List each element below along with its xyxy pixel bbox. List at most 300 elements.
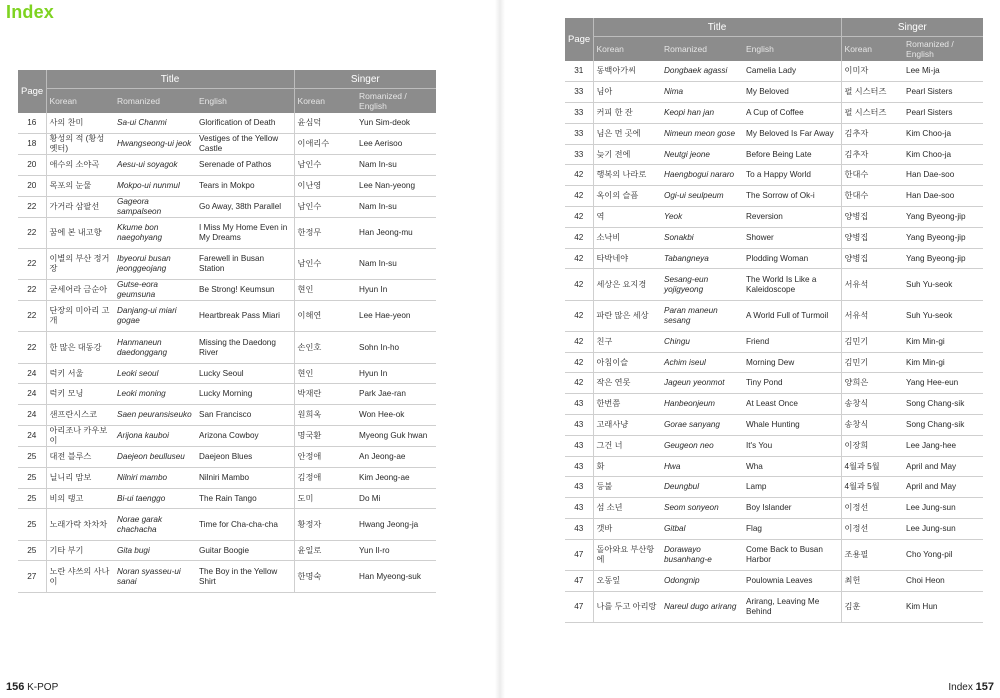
row-singer-korean: 펄 시스터즈: [841, 103, 903, 124]
row-page: 42: [565, 300, 593, 331]
table-row: [18, 134, 436, 155]
row-singer-romanized: Hyun In: [356, 280, 436, 301]
row-page: 24: [18, 426, 46, 447]
row-title-korean: 단장의 미아리 고개: [46, 301, 114, 332]
row-title-romanized: Neutgi jeone: [661, 144, 743, 165]
row-title-romanized: Odongnip: [661, 571, 743, 592]
row-title-english: Camelia Lady: [743, 61, 841, 82]
row-title-korean: 파란 많은 세상: [593, 300, 661, 331]
row-title-english: Guitar Boogie: [196, 540, 294, 561]
row-singer-romanized: Pearl Sisters: [903, 103, 983, 124]
row-title-korean: 등불: [593, 477, 661, 498]
row-title-english: Go Away, 38th Parallel: [196, 196, 294, 217]
row-singer-romanized: Lee Aerisoo: [356, 134, 436, 155]
row-singer-romanized: April and May: [903, 477, 983, 498]
row-singer-romanized: Kim Min-gi: [903, 352, 983, 373]
row-page: 22: [18, 332, 46, 363]
row-page: 31: [565, 61, 593, 82]
table-row: [18, 196, 436, 217]
row-title-romanized: Hanmaneun daedonggang: [114, 332, 196, 363]
table-row: [565, 248, 983, 269]
row-title-korean: 닐니리 맘보: [46, 467, 114, 488]
row-singer-romanized: Song Chang-sik: [903, 415, 983, 436]
table-row: [18, 363, 436, 384]
row-title-korean: 행복의 나라로: [593, 165, 661, 186]
row-title-english: The Sorrow of Ok-i: [743, 186, 841, 207]
table-row: [18, 384, 436, 405]
row-title-korean: 대전 블루스: [46, 447, 114, 468]
row-title-english: Missing the Daedong River: [196, 332, 294, 363]
row-page: 43: [565, 394, 593, 415]
header-singer: Singer: [294, 70, 436, 89]
row-title-korean: 목포의 눈물: [46, 176, 114, 197]
table-row: [565, 82, 983, 103]
header-singer-romanized: Romanized / English: [903, 37, 983, 62]
row-singer-korean: 도미: [294, 488, 356, 509]
row-singer-korean: 남인수: [294, 196, 356, 217]
row-singer-korean: 펄 시스터즈: [841, 82, 903, 103]
row-singer-korean: 남인수: [294, 155, 356, 176]
row-singer-romanized: Yang Byeong-jip: [903, 248, 983, 269]
row-title-english: San Francisco: [196, 405, 294, 426]
row-title-romanized: Tabangneya: [661, 248, 743, 269]
row-page: 25: [18, 540, 46, 561]
row-title-korean: 이별의 부산 정거장: [46, 249, 114, 280]
row-title-english: Flag: [743, 519, 841, 540]
row-singer-korean: 양병집: [841, 207, 903, 228]
row-page: 22: [18, 301, 46, 332]
row-title-english: Boy Islander: [743, 498, 841, 519]
table-row: [565, 435, 983, 456]
row-title-romanized: Nilniri mambo: [114, 467, 196, 488]
row-singer-romanized: Do Mi: [356, 488, 436, 509]
row-title-korean: 럭키 모닝: [46, 384, 114, 405]
row-singer-korean: 안정애: [294, 447, 356, 468]
row-singer-romanized: Yun Sim-deok: [356, 113, 436, 134]
table-row: [565, 144, 983, 165]
row-singer-romanized: Suh Yu-seok: [903, 300, 983, 331]
row-title-english: Farewell in Busan Station: [196, 249, 294, 280]
header-singer: Singer: [841, 18, 983, 37]
row-title-english: Morning Dew: [743, 352, 841, 373]
row-title-english: Come Back to Busan Harbor: [743, 539, 841, 570]
row-title-korean: 소낙비: [593, 227, 661, 248]
row-page: 22: [18, 217, 46, 248]
row-page: 42: [565, 373, 593, 394]
header-romanized: Romanized: [661, 37, 743, 62]
row-singer-korean: 김민기: [841, 331, 903, 352]
row-title-korean: 사의 찬미: [46, 113, 114, 134]
index-table-right: [565, 18, 983, 623]
row-title-korean: 고래사냥: [593, 415, 661, 436]
row-title-korean: 굳세어라 금순아: [46, 280, 114, 301]
row-title-korean: 님은 먼 곳에: [593, 123, 661, 144]
page-number-right: 157: [975, 681, 994, 693]
row-title-korean: 노래가락 차차차: [46, 509, 114, 540]
table-row: [565, 186, 983, 207]
row-singer-korean: 최헌: [841, 571, 903, 592]
row-title-korean: 섬 소년: [593, 498, 661, 519]
table-row: [18, 447, 436, 468]
row-singer-romanized: April and May: [903, 456, 983, 477]
row-page: 42: [565, 331, 593, 352]
row-title-korean: 그건 너: [593, 435, 661, 456]
row-singer-korean: 서유석: [841, 269, 903, 300]
row-title-korean: 옥이의 슬픔: [593, 186, 661, 207]
row-singer-romanized: Kim Jeong-ae: [356, 467, 436, 488]
row-page: 43: [565, 519, 593, 540]
row-title-romanized: Hwangseong-ui jeok: [114, 134, 196, 155]
row-singer-romanized: Sohn In-ho: [356, 332, 436, 363]
table-row: [565, 123, 983, 144]
row-singer-romanized: Park Jae-ran: [356, 384, 436, 405]
row-page: 33: [565, 82, 593, 103]
row-singer-romanized: Pearl Sisters: [903, 82, 983, 103]
row-singer-korean: 김정애: [294, 467, 356, 488]
row-title-romanized: Ogi-ui seulpeum: [661, 186, 743, 207]
row-title-english: My Beloved Is Far Away: [743, 123, 841, 144]
header-page: Page: [18, 70, 46, 113]
row-title-english: The Boy in the Yellow Shirt: [196, 561, 294, 592]
index-table-left: [18, 70, 436, 593]
row-page: 20: [18, 176, 46, 197]
table-row: [565, 352, 983, 373]
row-page: 22: [18, 249, 46, 280]
row-singer-romanized: Lee Jang-hee: [903, 435, 983, 456]
row-singer-romanized: Hyun In: [356, 363, 436, 384]
table-row: [565, 373, 983, 394]
footer-right: [948, 681, 994, 693]
row-title-korean: 노란 샤쓰의 사나이: [46, 561, 114, 592]
row-title-romanized: Gageora sampalseon: [114, 196, 196, 217]
row-title-romanized: Hwa: [661, 456, 743, 477]
table-row: [18, 488, 436, 509]
table-row: [565, 165, 983, 186]
row-title-english: Arirang, Leaving Me Behind: [743, 591, 841, 622]
row-title-english: Friend: [743, 331, 841, 352]
row-singer-korean: 양병집: [841, 248, 903, 269]
table-row: [565, 300, 983, 331]
row-singer-romanized: Han Dae-soo: [903, 165, 983, 186]
row-singer-romanized: Cho Yong-pil: [903, 539, 983, 570]
row-title-english: Tears in Mokpo: [196, 176, 294, 197]
row-title-romanized: Achim iseul: [661, 352, 743, 373]
row-title-romanized: Sa-ui Chanmi: [114, 113, 196, 134]
row-page: 42: [565, 186, 593, 207]
row-title-romanized: Dorawayo busanhang-e: [661, 539, 743, 570]
table-body-left: [18, 113, 436, 592]
row-title-romanized: Hanbeonjeum: [661, 394, 743, 415]
row-page: 24: [18, 384, 46, 405]
header-korean: Korean: [593, 37, 661, 62]
row-page: 42: [565, 248, 593, 269]
row-title-korean: 작은 연못: [593, 373, 661, 394]
row-singer-korean: 이해연: [294, 301, 356, 332]
row-singer-korean: 한대수: [841, 165, 903, 186]
row-page: 25: [18, 509, 46, 540]
row-title-korean: 역: [593, 207, 661, 228]
row-title-korean: 기타 부기: [46, 540, 114, 561]
table-row: [565, 269, 983, 300]
table-row: [18, 405, 436, 426]
row-title-romanized: Paran maneun sesang: [661, 300, 743, 331]
row-title-korean: 한번쯤: [593, 394, 661, 415]
row-page: 42: [565, 207, 593, 228]
row-title-english: To a Happy World: [743, 165, 841, 186]
row-title-romanized: Seom sonyeon: [661, 498, 743, 519]
row-title-korean: 럭키 서울: [46, 363, 114, 384]
row-title-romanized: Jageun yeonmot: [661, 373, 743, 394]
row-title-korean: 가거라 삼팔선: [46, 196, 114, 217]
table-row: [18, 509, 436, 540]
row-singer-romanized: Lee Jung-sun: [903, 519, 983, 540]
row-title-romanized: Nareul dugo arirang: [661, 591, 743, 622]
row-page: 16: [18, 113, 46, 134]
row-title-romanized: Leoki moning: [114, 384, 196, 405]
header-title: Title: [593, 18, 841, 37]
row-title-romanized: Chingu: [661, 331, 743, 352]
row-title-korean: 오동잎: [593, 571, 661, 592]
row-title-romanized: Geugeon neo: [661, 435, 743, 456]
header-title: Title: [46, 70, 294, 89]
row-title-english: My Beloved: [743, 82, 841, 103]
row-page: 42: [565, 352, 593, 373]
row-singer-korean: 원희옥: [294, 405, 356, 426]
row-singer-korean: 이정선: [841, 519, 903, 540]
row-singer-romanized: Yang Byeong-jip: [903, 207, 983, 228]
row-singer-korean: 김민기: [841, 352, 903, 373]
table-row: [18, 540, 436, 561]
row-singer-korean: 윤심덕: [294, 113, 356, 134]
row-singer-korean: 송창식: [841, 394, 903, 415]
row-title-romanized: Nima: [661, 82, 743, 103]
page-number-left: 156: [6, 681, 25, 693]
row-title-romanized: Noran syasseu-ui sanai: [114, 561, 196, 592]
row-singer-romanized: Hwang Jeong-ja: [356, 509, 436, 540]
row-singer-korean: 4월과 5월: [841, 456, 903, 477]
table-body-right: [565, 61, 983, 622]
row-singer-romanized: Han Dae-soo: [903, 186, 983, 207]
row-singer-korean: 양병집: [841, 227, 903, 248]
row-title-english: Daejeon Blues: [196, 447, 294, 468]
row-title-english: Tiny Pond: [743, 373, 841, 394]
footer-label-right: Index: [948, 682, 973, 693]
row-title-romanized: Deungbul: [661, 477, 743, 498]
table-row: [18, 249, 436, 280]
row-title-english: Whale Hunting: [743, 415, 841, 436]
row-page: 33: [565, 103, 593, 124]
row-title-korean: 아침이슬: [593, 352, 661, 373]
row-page: 25: [18, 488, 46, 509]
row-page: 42: [565, 165, 593, 186]
row-title-romanized: Kkume bon naegohyang: [114, 217, 196, 248]
row-page: 43: [565, 435, 593, 456]
row-page: 22: [18, 280, 46, 301]
row-singer-romanized: Han Myeong-suk: [356, 561, 436, 592]
row-title-romanized: Bi-ui taenggo: [114, 488, 196, 509]
table-row: [565, 103, 983, 124]
row-page: 42: [565, 269, 593, 300]
row-singer-korean: 현인: [294, 363, 356, 384]
table-row: [565, 539, 983, 570]
row-title-english: Serenade of Pathos: [196, 155, 294, 176]
header-korean: Korean: [46, 89, 114, 114]
table-row: [18, 217, 436, 248]
row-title-romanized: Sesang-eun yojigyeong: [661, 269, 743, 300]
table-row: [565, 591, 983, 622]
row-singer-romanized: Lee Nan-yeong: [356, 176, 436, 197]
row-title-english: At Least Once: [743, 394, 841, 415]
table-row: [18, 176, 436, 197]
row-singer-korean: 한명숙: [294, 561, 356, 592]
row-singer-korean: 송창식: [841, 415, 903, 436]
row-title-korean: 친구: [593, 331, 661, 352]
row-page: 47: [565, 591, 593, 622]
row-title-romanized: Dongbaek agassi: [661, 61, 743, 82]
header-singer-korean: Korean: [841, 37, 903, 62]
row-title-romanized: Ibyeorui busan jeonggeojang: [114, 249, 196, 280]
row-title-english: Before Being Late: [743, 144, 841, 165]
row-singer-korean: 이애리수: [294, 134, 356, 155]
row-singer-korean: 이정선: [841, 498, 903, 519]
row-singer-romanized: Kim Hun: [903, 591, 983, 622]
row-title-english: Lucky Seoul: [196, 363, 294, 384]
row-title-korean: 갯바: [593, 519, 661, 540]
table-row: [565, 477, 983, 498]
row-title-romanized: Gitbal: [661, 519, 743, 540]
right-page: [500, 0, 1000, 698]
row-title-korean: 커피 한 잔: [593, 103, 661, 124]
index-heading: Index: [6, 2, 55, 22]
row-title-romanized: Aesu-ui soyagok: [114, 155, 196, 176]
row-singer-korean: 명국환: [294, 426, 356, 447]
row-singer-romanized: Kim Choo-ja: [903, 123, 983, 144]
row-title-korean: 세상은 요지경: [593, 269, 661, 300]
table-row: [18, 561, 436, 592]
row-page: 43: [565, 477, 593, 498]
header-singer-romanized: Romanized / English: [356, 89, 436, 114]
row-singer-korean: 현인: [294, 280, 356, 301]
table-row: [565, 415, 983, 436]
row-title-korean: 화: [593, 456, 661, 477]
row-title-korean: 아리조나 카우보이: [46, 426, 114, 447]
row-title-romanized: Norae garak chachacha: [114, 509, 196, 540]
row-singer-korean: 조용필: [841, 539, 903, 570]
row-title-romanized: Gita bugi: [114, 540, 196, 561]
row-singer-romanized: Kim Min-gi: [903, 331, 983, 352]
row-singer-korean: 남인수: [294, 249, 356, 280]
row-title-romanized: Gorae sanyang: [661, 415, 743, 436]
row-title-korean: 나를 두고 아리랑: [593, 591, 661, 622]
row-title-english: Shower: [743, 227, 841, 248]
row-title-romanized: Daejeon beulluseu: [114, 447, 196, 468]
row-singer-romanized: Choi Heon: [903, 571, 983, 592]
row-title-korean: 비의 탱고: [46, 488, 114, 509]
row-title-korean: 늦기 전에: [593, 144, 661, 165]
row-title-romanized: Saen peuransiseuko: [114, 405, 196, 426]
row-singer-romanized: Song Chang-sik: [903, 394, 983, 415]
row-title-english: Arizona Cowboy: [196, 426, 294, 447]
row-page: 25: [18, 467, 46, 488]
row-title-english: Heartbreak Pass Miari: [196, 301, 294, 332]
table-row: [565, 394, 983, 415]
row-singer-korean: 서유석: [841, 300, 903, 331]
row-singer-korean: 김추자: [841, 144, 903, 165]
row-page: 33: [565, 123, 593, 144]
row-singer-romanized: Won Hee-ok: [356, 405, 436, 426]
header-english: English: [196, 89, 294, 114]
row-title-english: Plodding Woman: [743, 248, 841, 269]
row-title-romanized: Mokpo-ui nunmul: [114, 176, 196, 197]
row-page: 22: [18, 196, 46, 217]
row-title-english: It's You: [743, 435, 841, 456]
header-singer-korean: Korean: [294, 89, 356, 114]
row-page: 24: [18, 363, 46, 384]
row-singer-korean: 이미자: [841, 61, 903, 82]
table-row: [565, 571, 983, 592]
row-title-english: Reversion: [743, 207, 841, 228]
row-title-romanized: Keopi han jan: [661, 103, 743, 124]
row-singer-korean: 박재란: [294, 384, 356, 405]
row-singer-romanized: Lee Hae-yeon: [356, 301, 436, 332]
row-page: 33: [565, 144, 593, 165]
row-title-korean: 샌프란시스코: [46, 405, 114, 426]
row-title-romanized: Haengbogui nararo: [661, 165, 743, 186]
row-title-english: Poulownia Leaves: [743, 571, 841, 592]
row-page: 20: [18, 155, 46, 176]
row-page: 43: [565, 415, 593, 436]
row-page: 24: [18, 405, 46, 426]
table-row: [565, 227, 983, 248]
row-title-korean: 돌아와요 부산항에: [593, 539, 661, 570]
row-singer-romanized: Suh Yu-seok: [903, 269, 983, 300]
row-singer-korean: 김훈: [841, 591, 903, 622]
row-title-romanized: Nimeun meon gose: [661, 123, 743, 144]
row-page: 27: [18, 561, 46, 592]
row-title-romanized: Gutse-eora geumsuna: [114, 280, 196, 301]
row-title-romanized: Danjang-ui miari gogae: [114, 301, 196, 332]
row-singer-korean: 4월과 5월: [841, 477, 903, 498]
row-singer-romanized: An Jeong-ae: [356, 447, 436, 468]
row-singer-romanized: Yang Byeong-jip: [903, 227, 983, 248]
row-title-english: The World Is Like a Kaleidoscope: [743, 269, 841, 300]
row-title-english: The Rain Tango: [196, 488, 294, 509]
row-singer-romanized: Nam In-su: [356, 196, 436, 217]
table-row: [565, 498, 983, 519]
row-singer-korean: 한대수: [841, 186, 903, 207]
row-singer-korean: 이난영: [294, 176, 356, 197]
row-singer-romanized: Nam In-su: [356, 155, 436, 176]
row-singer-romanized: Lee Jung-sun: [903, 498, 983, 519]
table-row: [565, 61, 983, 82]
row-singer-korean: 황정자: [294, 509, 356, 540]
table-row: [565, 456, 983, 477]
row-page: 43: [565, 498, 593, 519]
row-title-korean: 애수의 소야곡: [46, 155, 114, 176]
row-title-romanized: Sonakbi: [661, 227, 743, 248]
table-row: [18, 426, 436, 447]
table-row: [565, 207, 983, 228]
table-row: [565, 519, 983, 540]
row-title-english: Lamp: [743, 477, 841, 498]
row-title-korean: 님아: [593, 82, 661, 103]
footer-left: [6, 681, 58, 693]
row-title-korean: 꿈에 본 내고향: [46, 217, 114, 248]
row-title-english: A World Full of Turmoil: [743, 300, 841, 331]
row-page: 43: [565, 456, 593, 477]
row-title-romanized: Leoki seoul: [114, 363, 196, 384]
row-title-romanized: Yeok: [661, 207, 743, 228]
